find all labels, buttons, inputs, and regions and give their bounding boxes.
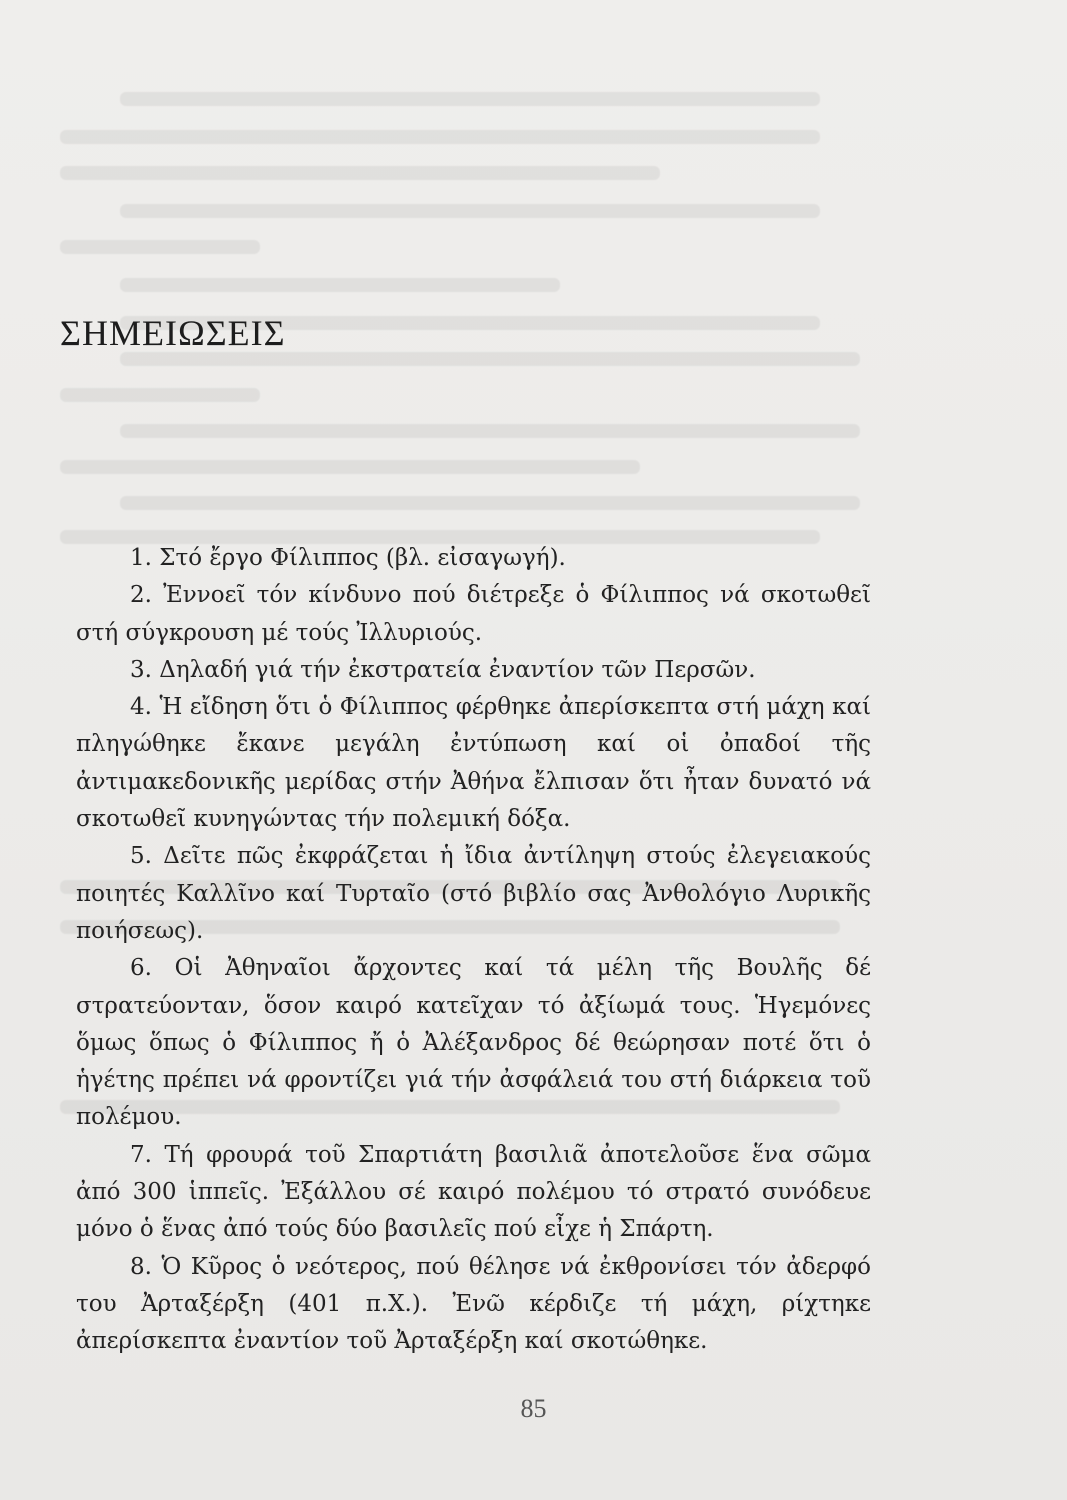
- note-text: Στό ἔργο Φίλιππος (βλ. εἰσαγωγή).: [159, 545, 566, 571]
- note-item: [76, 1137, 871, 1249]
- note-number: 4.: [130, 694, 152, 721]
- note-item: [76, 1249, 871, 1361]
- note-text: Ἐννοεῖ τόν κίνδυνο πού διέτρεξε ὁ Φίλιππος νά σκοτωθεῖ στή σύγκρουση μέ τούς Ἰλλυριούς.: [76, 582, 871, 646]
- note-number: 8.: [130, 1253, 152, 1280]
- note-number: 5.: [130, 843, 152, 870]
- note-item: [76, 652, 871, 689]
- note-item: [76, 838, 871, 950]
- note-text: Τή φρουρά τοῦ Σπαρτιάτη βασιλιᾶ ἀποτελοῦσε ἕνα σῶμα ἀπό 300 ἱππεῖς. Ἐξάλλου σέ καιρό πολέμου τό στρατό συνόδευε μόνο ὁ ἕνας ἀπό τούς δύο βασιλεῖς πού εἶχε ἡ Σπάρτη.: [76, 1141, 871, 1243]
- note-number: 6.: [130, 955, 152, 982]
- page-number: 85: [520, 1394, 547, 1423]
- note-text: Δηλαδή γιά τήν ἐκστρατεία ἐναντίον τῶν Περσῶν.: [159, 656, 756, 683]
- notes-heading: ΣΗΜΕΙΩΣΕΙΣ: [60, 313, 286, 353]
- note-text: Οἱ Ἀθηναῖοι ἄρχοντες καί τά μέλη τῆς Βουλῆς δέ στρατεύονταν, ὅσον καιρό κατεῖχαν τό ἀξίωμά τους. Ἡγεμόνες ὅμως ὅπως ὁ Φίλιππος ἤ ὁ Ἀλέξανδρος δέ θεώρησαν ποτέ ὅτι ὁ ἡγέτης πρέπει νά φροντίζει γιά τήν ἀσφάλειά του στή διάρκεια τοῦ πολέμου.: [76, 955, 872, 1131]
- note-number: 3.: [130, 656, 152, 683]
- note-number: 1.: [130, 545, 152, 571]
- note-number: 7.: [130, 1141, 152, 1168]
- note-item: [76, 689, 871, 838]
- note-text: Ὁ Κῦρος ὁ νεότερος, πού θέλησε νά ἐκθρονίσει τόν ἀδερφό του Ἀρταξέρξη (401 π.Χ.). Ἐνῶ κέρδιζε τή μάχη, ρίχτηκε ἀπερίσκεπτα ἐναντίον τοῦ Ἀρταξέρξη καί σκοτώθηκε.: [76, 1253, 871, 1355]
- note-item: [76, 950, 871, 1136]
- note-text: Δεῖτε πῶς ἐκφράζεται ἡ ἴδια ἀντίληψη στούς ἐλεγειακούς ποιητές Καλλῖνο καί Τυρταῖο (στό βιβλίο σας Ἀνθολόγιο Λυρικῆς ποιήσεως).: [76, 843, 871, 944]
- note-item: [76, 577, 871, 652]
- notes-list: [76, 540, 871, 1361]
- note-number: 2.: [130, 582, 152, 609]
- note-text: Ἡ εἴδηση ὅτι ὁ Φίλιππος φέρθηκε ἀπερίσκεπτα στή μάχη καί πληγώθηκε ἔκανε μεγάλη ἐντύπωση καί οἱ ὀπαδοί τῆς ἀντιμακεδονικῆς μερίδας στήν Ἀθήνα ἔλπισαν ὅτι ἦταν δυνατό νά σκοτωθεῖ κυνηγώντας τήν πολεμική δόξα.: [76, 694, 872, 833]
- note-item: [76, 540, 871, 577]
